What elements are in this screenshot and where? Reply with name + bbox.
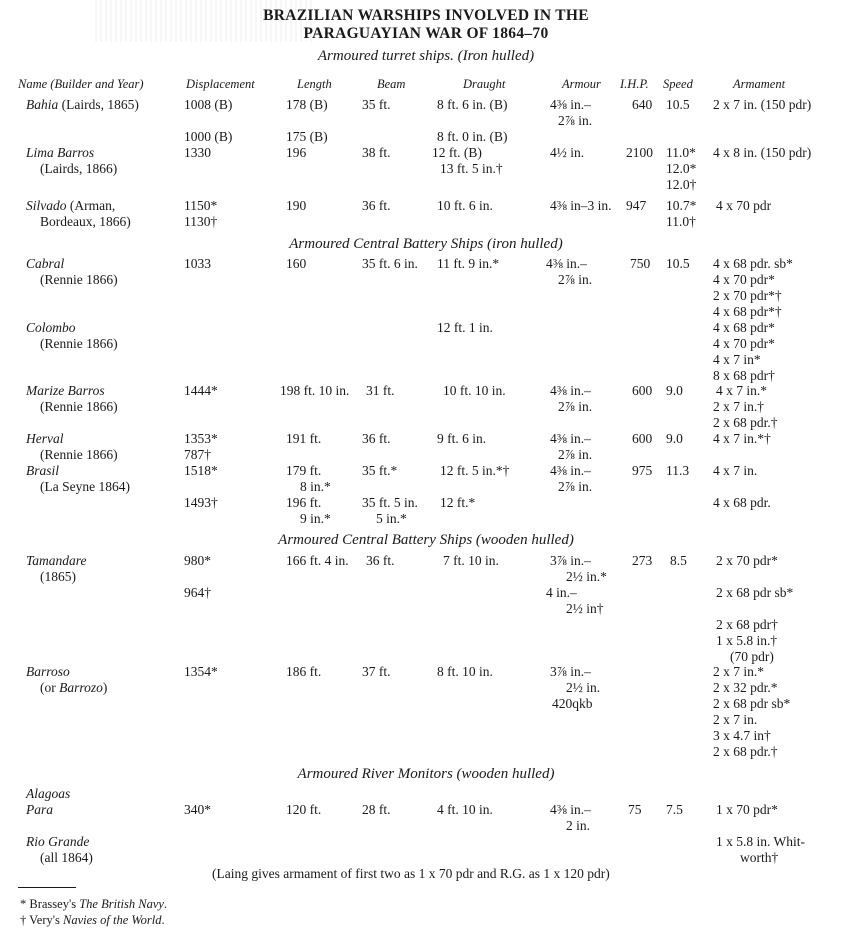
header-ihp: I.H.P. [620,77,649,91]
ihp: 600 [632,383,653,398]
ship-builder: (Rennie 1866) [40,399,118,414]
length: 179 ft. [286,463,322,478]
armament: 2 x 68 pdr.† [713,415,778,430]
section-central-battery-wood: Armoured Central Battery Ships (wooden hulled) [278,532,574,548]
armament: 4 x 7 in* [713,352,761,367]
laing-note: (Laing gives armament of first two as 1 x 70 pdr and R.G. as 1 x 120 pdr) [212,866,610,881]
armament: 4 x 7 in.*† [713,431,771,446]
footnote-rule [18,887,76,888]
ship-name: Cabral [26,256,65,271]
header-armour: Armour [562,77,601,91]
displacement: 1493† [184,495,218,510]
length: 190 [286,198,307,213]
speed: 7.5 [666,802,683,817]
ihp: 273 [632,553,653,568]
section-turret-ships: Armoured turret ships. (Iron hulled) [317,48,535,64]
length: 160 [286,256,307,271]
armour: 2⅞ in. [558,272,593,287]
length: 191 ft. [286,431,322,446]
armament: 2 x 7 in. [713,712,758,727]
ihp: 2100 [626,145,653,160]
beam: 37 ft. [362,664,391,679]
ship-name: Bahia (Lairds, 1865) [26,97,139,112]
ihp: 600 [632,431,653,446]
speed: 12.0* [666,161,697,176]
header-speed: Speed [663,77,693,91]
beam: 36 ft. [362,431,391,446]
beam: 36 ft. [366,553,395,568]
ihp: 750 [630,256,651,271]
armament: 1 x 5.8 in.† [716,633,778,648]
speed: 10.5 [666,97,690,112]
armament: 2 x 68 pdr.† [713,744,778,759]
armament: 2 x 68 pdr† [716,617,778,632]
draught: 8 ft. 10 in. [437,664,493,679]
draught: 8 ft. 6 in. (B) [437,97,508,112]
header-beam: Beam [377,77,406,91]
armour: 2⅞ in. [558,447,593,462]
armour: 4⅜ in.– [550,431,591,446]
armour: 4⅜ in.– [546,256,587,271]
section-river-monitors: Armoured River Monitors (wooden hulled) [297,766,555,782]
ship-name: Para [26,802,53,817]
length: 9 in.* [300,511,331,526]
armament: 4 x 68 pdr. [713,495,771,510]
beam: 35 ft. 5 in. [362,495,418,510]
ship-name: Marize Barros [26,383,105,398]
displacement: 1330 [184,145,211,160]
armament: 2 x 7 in.* [713,664,765,679]
armour: 2⅞ in. [558,113,593,128]
displacement: 1354* [184,664,218,679]
armour: 2 in. [566,818,591,833]
beam: 36 ft. [362,198,391,213]
beam: 35 ft. [362,97,391,112]
displacement: 1444* [184,383,218,398]
armament: 2 x 7 in. (150 pdr) [713,97,812,112]
armament: 4 x 68 pdr. sb* [713,256,793,271]
length: 8 in.* [300,479,331,494]
displacement: 1130† [184,214,218,229]
armour: 4⅜ in.– [550,97,591,112]
armament: 4 x 70 pdr* [713,272,775,287]
ihp: 975 [632,463,653,478]
page-title-line-2: PARAGUAYIAN WAR OF 1864–70 [303,25,549,42]
draught: 4 ft. 10 in. [437,802,493,817]
displacement: 340* [184,802,211,817]
armour: 4⅜ in.– [550,802,591,817]
draught: 8 ft. 0 in. (B) [437,129,508,144]
beam: 28 ft. [362,802,391,817]
speed: 9.0 [666,383,683,398]
armament: 4 x 7 in.* [716,383,768,398]
armament: 1 x 70 pdr* [716,802,778,817]
length: 198 ft. 10 in. [280,383,350,398]
armament: 2 x 68 pdr sb* [716,585,794,600]
armour: 4 in.– [546,585,577,600]
ship-name: Silvado (Arman, [26,198,116,213]
armament: 3 x 4.7 in† [713,728,771,743]
ship-name: Tamandare [26,553,87,568]
draught: 10 ft. 10 in. [443,383,506,398]
displacement: 1033 [184,256,211,271]
beam: 35 ft.* [362,463,398,478]
armament: 4 x 8 in. (150 pdr) [713,145,812,160]
ship-builder: (La Seyne 1864) [40,479,130,494]
length: 186 ft. [286,664,322,679]
armour: 4⅜ in–3 in. [550,198,612,213]
displacement: 980* [184,553,211,568]
beam: 35 ft. 6 in. [362,256,418,271]
ship-name: Colombo [26,320,76,335]
speed: 10.7* [666,198,697,213]
ship-name: Herval [26,431,64,446]
ship-name: Lima Barros [26,145,95,160]
speed: 9.0 [666,431,683,446]
ihp: 75 [628,802,642,817]
speed: 12.0† [666,177,697,192]
ship-name: Alagoas [26,786,71,801]
armament: 2 x 70 pdr* [716,553,778,568]
armour: 420qkb [552,696,593,711]
armament: 2 x 68 pdr sb* [713,696,791,711]
speed: 11.0† [666,214,696,229]
displacement: 1353* [184,431,218,446]
length: 175 (B) [286,129,328,144]
ship-builder: (Rennie 1866) [40,272,118,287]
armour: 4⅜ in.– [550,383,591,398]
header-displacement: Displacement [186,77,255,91]
speed: 10.5 [666,256,690,271]
displacement: 964† [184,585,211,600]
ship-name: Rio Grande [26,834,90,849]
armour: 2⅞ in. [558,399,593,414]
length: 196 ft. [286,495,322,510]
draught: 12 ft.* [440,495,476,510]
draught: 12 ft. 5 in.*† [440,463,510,478]
armament: worth† [740,850,779,865]
armour: 4⅜ in.– [550,463,591,478]
armour: 3⅞ in.– [550,664,591,679]
armour: 2½ in. [566,680,601,695]
displacement: 1518* [184,463,218,478]
armament: 4 x 68 pdr* [713,320,775,335]
ship-builder: (Lairds, 1866) [40,161,118,176]
header-armament: Armament [733,77,786,91]
armour: 3⅞ in.– [550,553,591,568]
armament: 4 x 70 pdr [716,198,772,213]
draught: 11 ft. 9 in.* [437,256,500,271]
header-length: Length [297,77,332,91]
ship-builder: (1865) [40,569,76,584]
speed: 8.5 [670,553,687,568]
header-draught: Draught [463,77,506,91]
armament: (70 pdr) [730,649,774,664]
draught: 9 ft. 6 in. [437,431,487,446]
beam: 38 ft. [362,145,391,160]
section-central-battery-iron: Armoured Central Battery Ships (iron hulled) [289,236,563,252]
armament: 2 x 7 in.† [713,399,765,414]
armour: 4½ in. [550,145,585,160]
ship-builder: (or Barrozo) [40,680,108,695]
beam: 5 in.* [376,511,407,526]
armour: 2⅞ in. [558,479,593,494]
ship-builder: Bordeaux, 1866) [40,214,131,229]
displacement: 787† [184,447,211,462]
draught: 7 ft. 10 in. [443,553,499,568]
ship-builder: (Rennie 1866) [40,447,118,462]
armament: 2 x 32 pdr.* [713,680,778,695]
length: 178 (B) [286,97,328,112]
ship-builder: (Rennie 1866) [40,336,118,351]
draught: 10 ft. 6 in. [437,198,493,213]
ihp: 640 [632,97,653,112]
draught: 12 ft. 1 in. [437,320,493,335]
draught: 12 ft. (B) [432,145,482,160]
length: 166 ft. 4 in. [286,553,349,568]
speed: 11.3 [666,463,690,478]
page-title-line-1: BRAZILIAN WARSHIPS INVOLVED IN THE [263,7,589,24]
armament: 4 x 70 pdr* [713,336,775,351]
displacement: 1008 (B) [184,97,233,112]
ship-name: Barroso [26,664,70,679]
ship-builder: (all 1864) [40,850,93,865]
draught: 13 ft. 5 in.† [440,161,503,176]
armament: 4 x 7 in. [713,463,758,478]
footnote-dagger: † Very's Navies of the World. [20,913,165,927]
speed: 11.0* [666,145,696,160]
armament: 1 x 5.8 in. Whit- [716,834,805,849]
armament: 2 x 70 pdr*† [713,288,782,303]
ihp: 947 [626,198,647,213]
armament: 4 x 68 pdr*† [713,304,782,319]
displacement: 1000 (B) [184,129,233,144]
displacement: 1150* [184,198,218,213]
length: 120 ft. [286,802,322,817]
footnote-star: * Brassey's The British Navy. [20,897,168,911]
armament: 8 x 68 pdr† [713,368,775,383]
length: 196 [286,145,307,160]
armour: 2½ in.* [566,569,607,584]
armour: 2½ in† [566,601,604,616]
header-name: Name (Builder and Year) [18,77,144,91]
ship-name: Brasil [26,463,60,478]
beam: 31 ft. [366,383,395,398]
